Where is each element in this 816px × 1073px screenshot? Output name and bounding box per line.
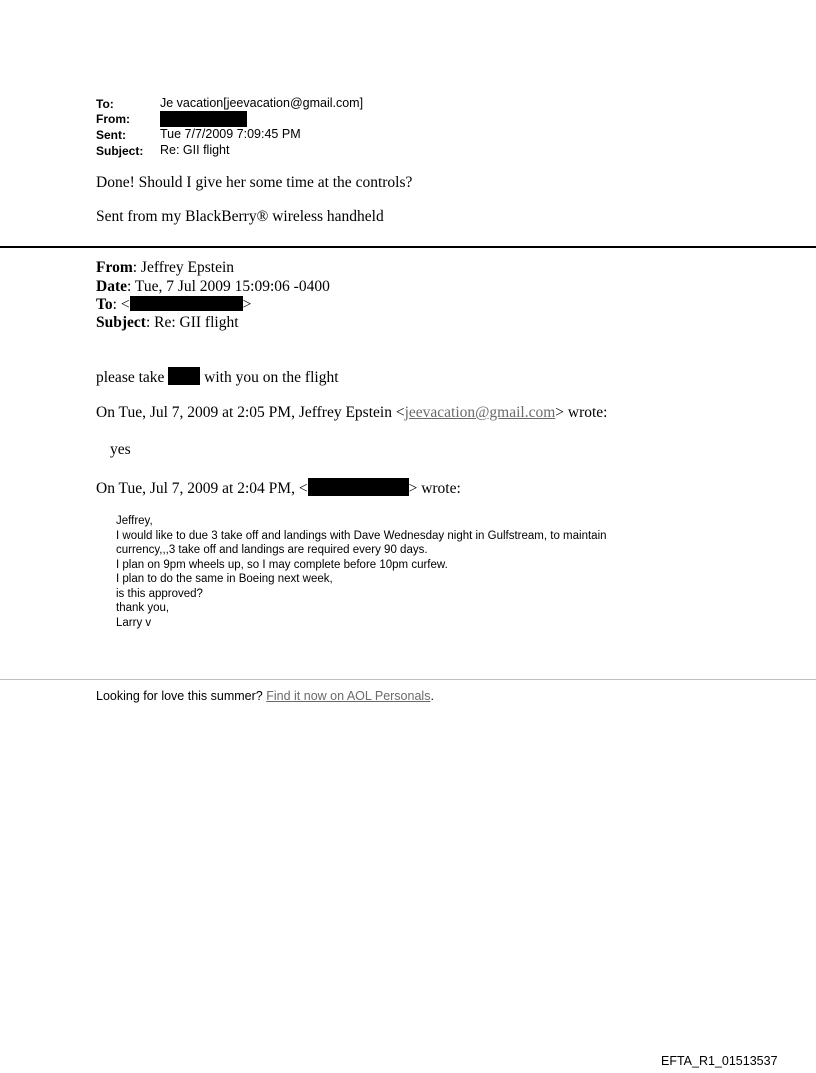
footer-ad <box>96 689 434 703</box>
footer-separator <box>0 679 816 680</box>
inner-line: I would like to due 3 take off and landings with Dave Wednesday night in Gulfstream, to maintain <box>116 529 607 542</box>
quoted-date-label: Date <box>96 278 127 295</box>
from-label: From: <box>96 112 130 126</box>
sent-label: Sent: <box>96 128 126 142</box>
redaction-from <box>160 111 247 127</box>
aol-personals-link[interactable]: Find it now on AOL Personals <box>266 689 431 703</box>
document-id: EFTA_R1_01513537 <box>661 1054 778 1068</box>
quoted-date-value: : Tue, 7 Jul 2009 15:09:06 -0400 <box>127 278 330 295</box>
inner-line: is this approved? <box>116 587 203 600</box>
quoted-subject <box>96 314 239 332</box>
inner-line: Jeffrey, <box>116 515 153 527</box>
quoted-date <box>96 278 330 296</box>
reply-text: Done! Should I give her some time at the controls? <box>96 174 413 191</box>
sent-value: Tue 7/7/2009 7:09:45 PM <box>160 127 301 141</box>
quoted-to-suffix: > <box>242 296 252 313</box>
quoted-to-prefix: : < <box>112 296 130 313</box>
message-separator <box>0 246 816 248</box>
please-take-line <box>96 367 339 387</box>
please-take-after: with you on the flight <box>204 369 339 386</box>
to-value: Je vacation[jeevacation@gmail.com] <box>160 96 364 110</box>
yes-reply: yes <box>110 441 131 458</box>
inner-line: currency,,,3 take off and landings are required every 90 days. <box>116 544 428 556</box>
wrote1-prefix: On Tue, Jul 7, 2009 at 2:05 PM, Jeffrey Epstein < <box>96 404 405 421</box>
blackberry-signature: Sent from my BlackBerry® wireless handheld <box>96 208 384 225</box>
redaction-to <box>130 296 243 311</box>
please-take-before: please take <box>96 369 165 386</box>
wrote2-prefix: On Tue, Jul 7, 2009 at 2:04 PM, < <box>96 480 308 497</box>
quoted-to-label: To <box>96 296 113 313</box>
subject-value: Re: GII flight <box>160 143 230 157</box>
quoted-from-label: From <box>96 259 133 276</box>
wrote-line-1 <box>96 404 607 422</box>
inner-line: Larry v <box>116 616 152 629</box>
quoted-from <box>96 259 234 277</box>
inner-line: I plan on 9pm wheels up, so I may complete before 10pm curfew. <box>116 558 448 571</box>
inner-line: I plan to do the same in Boeing next week, <box>116 573 333 585</box>
wrote-line-2 <box>96 478 461 498</box>
inner-line: thank you, <box>116 602 170 614</box>
wrote1-suffix: > wrote: <box>555 404 608 421</box>
subject-label: Subject: <box>96 144 144 158</box>
wrote2-suffix: > wrote: <box>408 480 461 497</box>
redaction-sender <box>308 478 409 496</box>
redaction-passenger <box>168 367 200 385</box>
quoted-to <box>96 296 251 314</box>
quoted-from-value: : Jeffrey Epstein <box>132 259 235 276</box>
to-label: To: <box>96 97 114 111</box>
email-link[interactable]: jeevacation@gmail.com <box>404 404 556 421</box>
quoted-subject-value: : Re: GII flight <box>145 314 239 331</box>
quoted-subject-label: Subject <box>96 314 146 331</box>
footer-ad-period: . <box>430 689 434 703</box>
footer-ad-text: Looking for love this summer? <box>96 689 263 703</box>
inner-message <box>116 514 607 630</box>
